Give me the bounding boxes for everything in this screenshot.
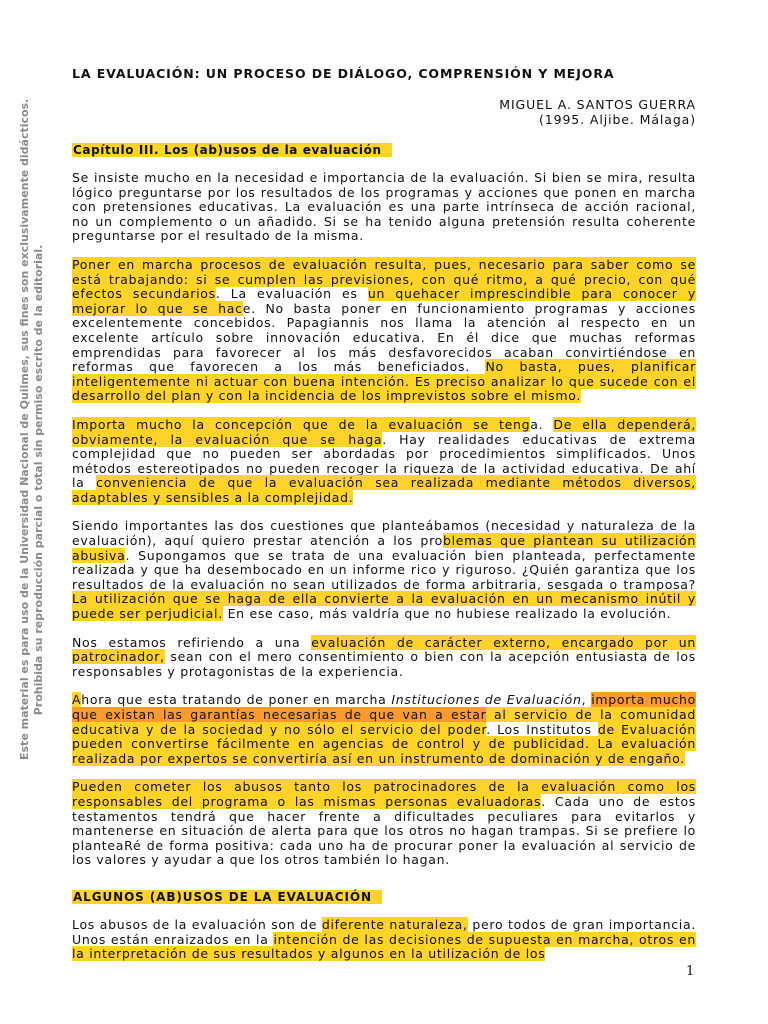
text-segment: pero todos de gran importancia. Unos están enraizados en la <box>72 916 696 947</box>
citation: (1995. Aljibe. Málaga) <box>538 112 696 127</box>
author-name: MIGUEL A. SANTOS GUERRA <box>499 97 696 112</box>
highlighted-text: Importa mucho la concepción que de la evaluación se teng <box>72 416 531 432</box>
text-segment: Siendo importantes las dos cuestiones que planteábamos (necesidad y naturaleza de la evaluación), aquí quiero prestar atención a los pro <box>72 518 696 549</box>
paragraph <box>72 171 696 244</box>
paragraph <box>72 918 696 962</box>
highlighted-text: al servicio de la comunidad educativa y de la sociedad y no sólo el servicio del poder <box>72 707 697 737</box>
highlighted-text: un quehacer imprescindible para conocer y mejorar lo que se hac <box>72 286 696 316</box>
paragraph <box>72 636 696 680</box>
chapter-heading <box>72 143 696 157</box>
text-segment: . Los Institutos <box>486 721 598 737</box>
paragraph <box>72 780 696 868</box>
text-segment: , <box>581 692 592 708</box>
highlighted-text: evaluación de carácter externo, encargado por un patrocinador, <box>72 634 697 665</box>
highlighted-text: conveniencia de que la evaluación sea realizada mediante métodos diversos, adaptables y sensibles a la complejidad. <box>72 475 696 505</box>
highlighted-text: importa mucho que existan las garantías necesarias de que van a estar <box>72 692 696 722</box>
text-segment: hora que esta tratando de poner en marcha <box>81 692 392 708</box>
highlighted-text: Poner en marcha procesos de evaluación resulta, pues, necesario para saber como se está trabajando: si se cumplen las previsiones, con qué ritmo, a qué precio, con qué efectos secundarios <box>72 256 696 302</box>
section-heading-text: ALGUNOS (AB)USOS DE LA EVALUACIÓN <box>72 890 382 904</box>
text-segment: a. <box>530 416 554 432</box>
paragraph <box>72 418 696 506</box>
text-segment: Se insiste mucho en la necesidad e importancia de la evaluación. Si bien se mira, resulta lógico preguntarse por los resultados de los programas y acciones que ponen en marcha con pretensiones educativas. La evaluación es una parte intrínseca de acción racional, no un complemento o un añadido. Si se ha tenido alguna pretensión resulta coherente preguntarse por el resultado de la misma. <box>72 170 696 244</box>
highlighted-text: intención de las decisiones de supuesta en marcha, otros en la interpretación de sus resultados y algunos en la utilización de los <box>72 931 696 962</box>
page-number: 1 <box>686 964 695 979</box>
text-segment: . Cada uno de estos testamentos tendrá que hacer frente a dificultades peculiares para evitarlos y mantenerse en situación de alerta para que los otros no hagan trampas. Si se prefiere lo planteaRé de forma positiva: cada uno ha de procurar poner la evaluación al servicio de los valores y ayudar a que los otros también lo hagan. <box>72 793 697 868</box>
side-note-line-1: Este material es para uso de la Universidad Nacional de Quilmes, sus fines son exclusivamente didácticos. <box>18 98 31 760</box>
text-segment: En ese caso, más valdría que no hubiese realizado la evolución. <box>222 606 672 622</box>
highlighted-text: No basta, pues, planificar inteligentemente ni actuar con buena intención. Es preciso analizar lo que sucede con el desarrollo del plan y con la incidencia de los imprevistos sobre el mismo. <box>72 359 696 404</box>
paragraph <box>72 693 696 766</box>
text-segment: . Supongamos que se trata de una evaluación bien planteada, perfectamente realizada y que ha desembocado en un informe rico y riguroso. ¿Quién garantiza que los resultados de la evaluación no sean utilizados de forma arbitraria, sesgada o tramposa? <box>72 547 696 592</box>
copyright-side-note <box>18 98 46 760</box>
text-segment: sean con el mero consentimiento o bien con la acepción entusiasta de los responsables y protagonistas de la experiencia. <box>72 649 696 679</box>
document-title: LA EVALUACIÓN: UN PROCESO DE DIÁLOGO, COMPRENSIÓN Y MEJORA <box>72 66 615 81</box>
author-block <box>72 97 696 127</box>
highlighted-text: De ella dependerá, obviamente, la evaluación que se haga <box>72 416 697 447</box>
text-segment: . La evaluación es <box>215 286 368 302</box>
highlighted-text: A <box>72 692 82 708</box>
body-text <box>72 171 696 868</box>
highlighted-text: Pueden cometer los abusos tanto los patrocinadores de la evaluación como los responsables del programa o las mismas personas evaluadoras <box>72 779 696 809</box>
text-segment: Instituciones de Evaluación <box>391 692 582 708</box>
paragraph <box>72 519 696 621</box>
side-note-line-2: Prohibida su reproducción parcial o total sin permiso escrito de la editorial. <box>32 244 45 716</box>
document-page <box>72 66 696 962</box>
section-heading <box>72 890 696 904</box>
paragraph <box>72 258 696 404</box>
highlighted-text: de Evaluación pueden convertirse fácilmente en agencias de control y de publicidad. La evaluación realizada por expertos se convertiría así en un instrumento de dominación y de engaño. <box>72 721 696 766</box>
highlighted-text: blemas que plantean su utilización abusiva <box>72 533 696 563</box>
text-segment: e. No basta poner en funcionamiento programas y acciones excelentemente concebidos. Papagiannis nos llama la atención al respecto en un excelente artículo sobre innovación educativa. En él dice que muchas reformas emprendidas para favorecer al los más desfavorecidos acaban convirtiéndose en reformas que favorecen a los más beneficiados. <box>72 300 696 375</box>
highlighted-text: La utilización que se haga de ella convierte a la evaluación en un mecanismo inútil y puede ser perjudicial. <box>72 591 696 622</box>
highlighted-text: diferente naturaleza, <box>321 916 468 932</box>
text-segment: . Hay realidades educativas de extrema complejidad que no pueden ser abordadas por procedimientos simplificados. Unos métodos estereotipados no pueden recoger la riqueza de la actividad educativa. De ahí la <box>72 431 696 491</box>
section-body-text <box>72 918 696 962</box>
chapter-heading-text: Capítulo III. Los (ab)usos de la evaluación <box>72 143 392 157</box>
text-segment: Nos estamos refiriendo a una <box>72 634 312 650</box>
text-segment: Los abusos de la evaluación son de <box>72 916 322 932</box>
